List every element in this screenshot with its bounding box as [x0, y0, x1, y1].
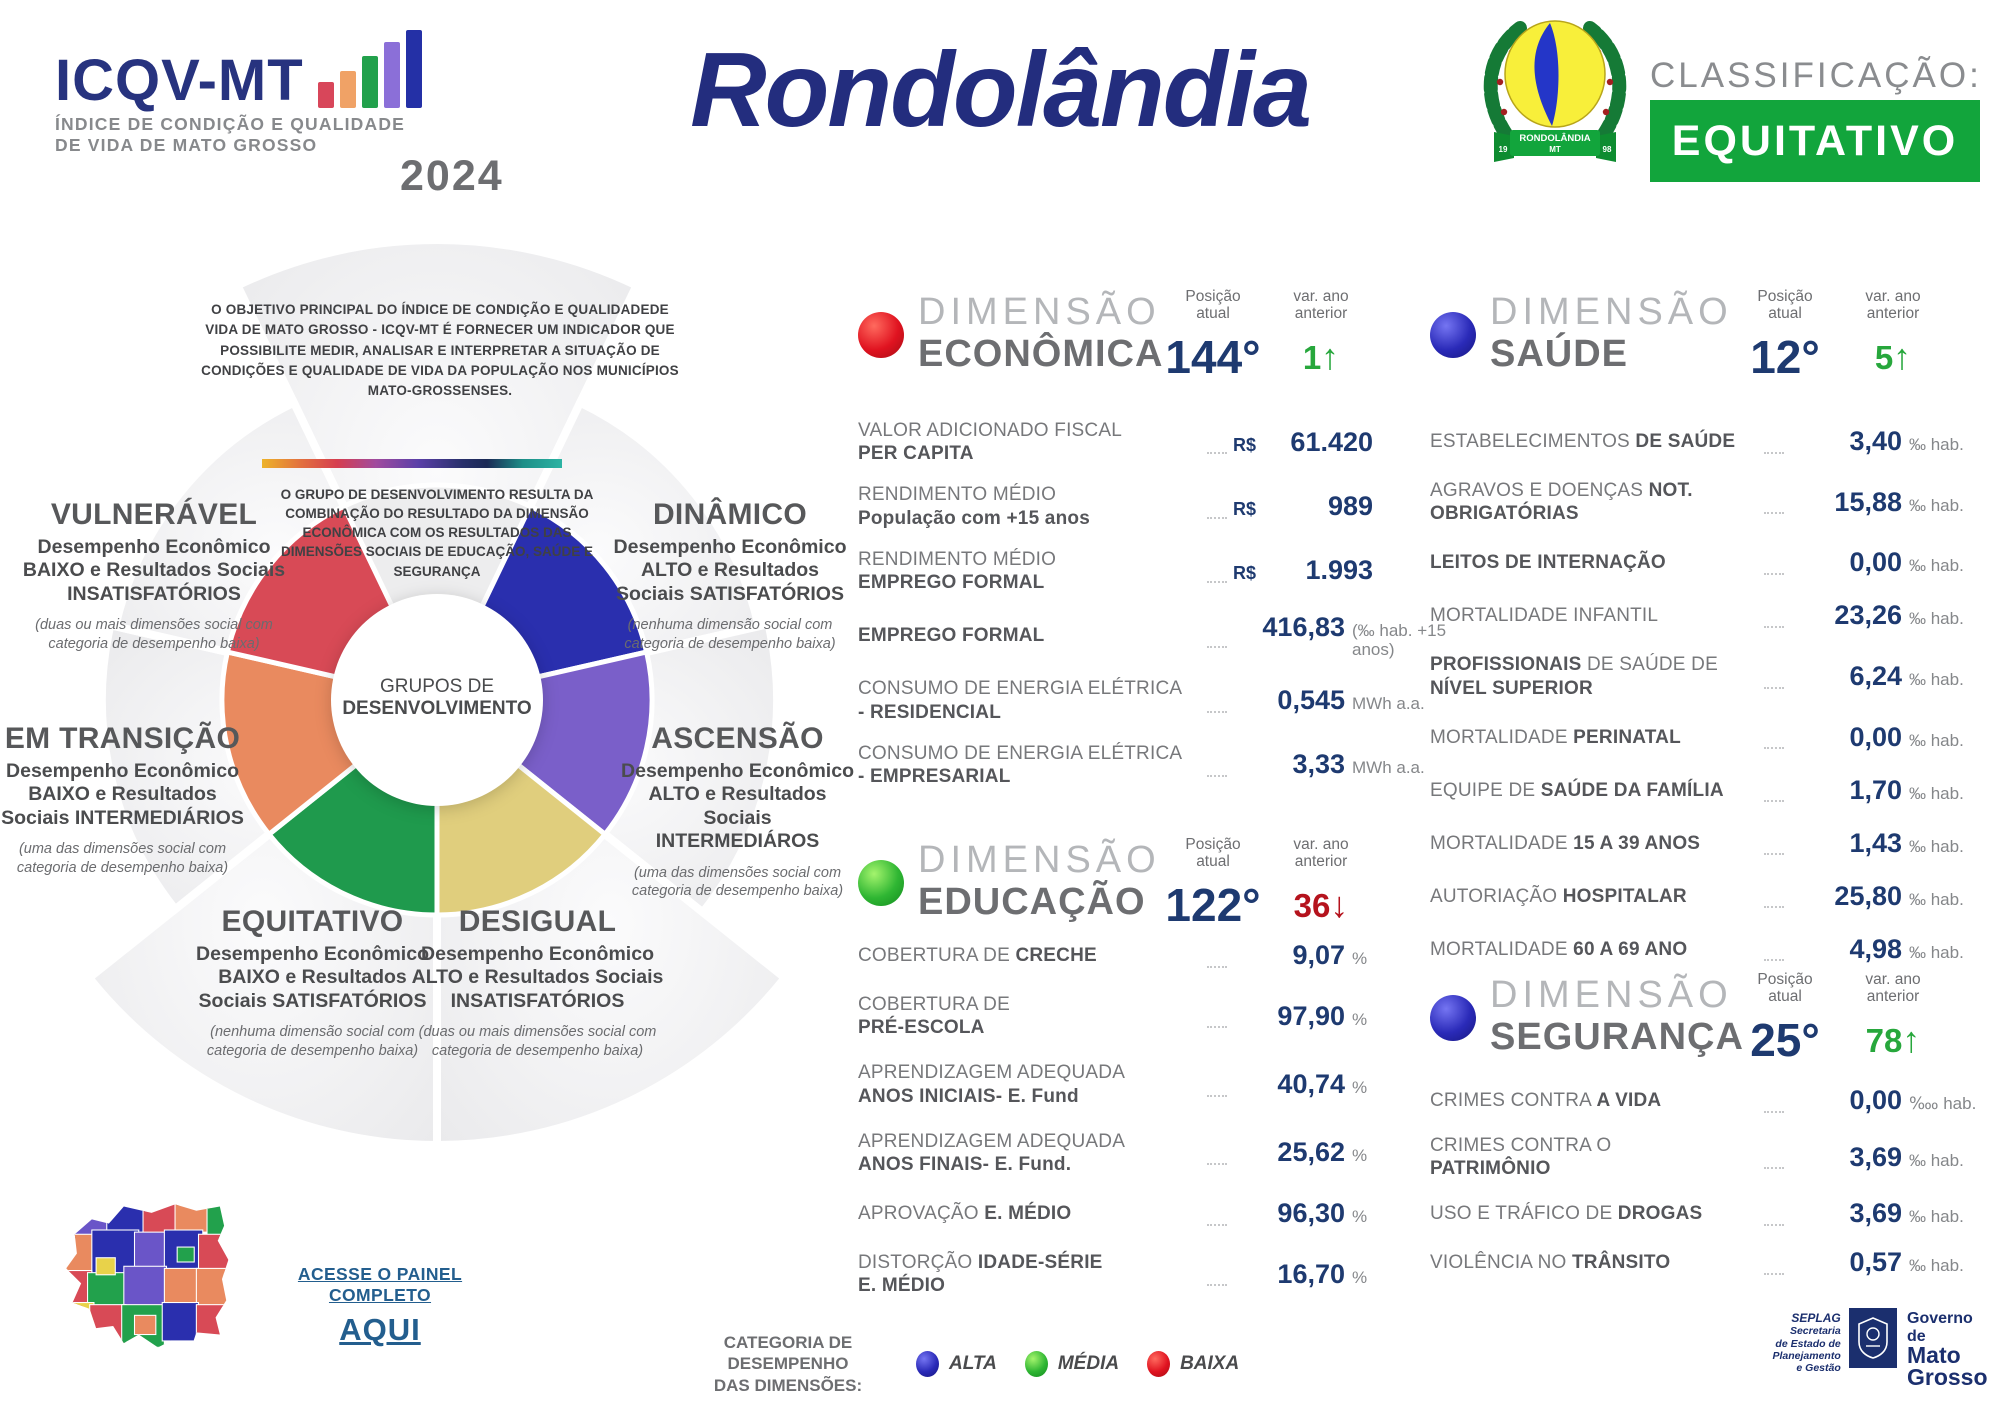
indicator-row: APRENDIZAGEM ADEQUADA ANOS INICIAIS- E. Fund 40,74 % [858, 1062, 1368, 1107]
svg-text:MT: MT [1549, 145, 1561, 154]
dotted-leader [1207, 711, 1227, 713]
full-dashboard-link [250, 1264, 510, 1348]
municipality-title: Rondolândia [690, 31, 1310, 149]
indicator-row: EMPREGO FORMAL 416,83 (‰ hab. +15 anos) [858, 612, 1447, 659]
edition-year: 2024 [400, 152, 504, 200]
dimension-header: DIMENSÃO EDUCAÇÃO Posição atual 122° var. ano anterior 36↓ [858, 840, 1378, 932]
crest-banner-text: RONDOLÂNDIA [1519, 133, 1591, 144]
indicator-row: CRIMES CONTRA A VIDA 0,00 ‱ hab. [1430, 1085, 1977, 1115]
group-ascensao: ASCENSÃO Desempenho Econômico ALTO e Resultados Sociais INTERMEDIÁROS (uma das dimensões social com categoria de desempenho baixa) [621, 722, 854, 900]
dimension-saude-panel [1430, 288, 1980, 965]
indicator-row: EQUIPE DE SAÚDE DA FAMÍLIA 1,70 ‰ hab. [1430, 774, 1964, 805]
dimension-title: ECONÔMICA [918, 332, 1164, 375]
mato-grosso-map [58, 1198, 243, 1358]
indicator-row: COBERTURA DE CRECHE 9,07 % [858, 940, 1368, 970]
dotted-leader [1207, 581, 1227, 583]
dotted-leader [1207, 646, 1227, 648]
government-logo [1752, 1308, 2000, 1391]
indicator-row: AUTORIAÇÃO HOSPITALAR 25,80 ‰ hab. [1430, 880, 1964, 911]
dotted-leader [1207, 517, 1227, 519]
dimension-title: SEGURANÇA [1490, 1015, 1744, 1058]
dotted-leader [1764, 1224, 1784, 1226]
up-arrow-icon: ↑ [1321, 336, 1340, 378]
group-dinamico: DINÂMICO Desempenho Econômico ALTO e Resultados Sociais SATISFATÓRIOS (nenhuma dimensão social com categoria de desempenho baixa) [613, 498, 847, 653]
dotted-leader [1764, 1111, 1784, 1113]
dimension-header: DIMENSÃO SEGURANÇA Posição atual 25° var. ano anterior 78↑ [1430, 975, 1980, 1067]
indicator-row: MORTALIDADE INFANTIL 23,26 ‰ hab. [1430, 600, 1964, 631]
dotted-leader [1764, 452, 1784, 454]
indicator-row: LEITOS DE INTERNAÇÃO 0,00 ‰ hab. [1430, 547, 1964, 578]
indicator-row: RENDIMENTO MÉDIO População com +15 anos R$ 989 [858, 484, 1374, 529]
indicator-row: MORTALIDADE 60 A 69 ANO 4,98 ‰ hab. [1430, 933, 1964, 964]
aqui-link[interactable]: AQUI [339, 1312, 421, 1347]
indicator-row: CRIMES CONTRA O PATRIMÔNIO 3,69 ‰ hab. [1430, 1135, 1964, 1180]
indicator-row: PROFISSIONAIS DE SAÚDE DE NÍVEL SUPERIOR 6,24 ‰ hab. [1430, 654, 1964, 699]
group-explainer-text: O GRUPO DE DESENVOLVIMENTO RESULTA DA COMBINAÇÃO DO RESULTADO DA DIMENSÃO ECONÔMICA COM OS RESULTADOS DAS DIMENSÕES SOCIAIS DE EDUCAÇÃO, SAÚDE E SEGURANÇA [280, 487, 594, 579]
dotted-leader [1764, 800, 1784, 802]
dotted-leader [1207, 966, 1227, 968]
yearly-variation: var. ano anterior 78↑ [1865, 971, 1921, 1061]
media-ball-icon [1025, 1351, 1048, 1377]
dimension-header: DIMENSÃO SAÚDE Posição atual 12° var. ano anterior 5↑ [1430, 292, 1980, 384]
dotted-leader [1764, 1273, 1784, 1275]
municipality-crest [1470, 12, 1640, 170]
indicator-row: AGRAVOS E DOENÇAS NOT. OBRIGATÓRIAS 15,88 ‰ hab. [1430, 480, 1964, 525]
indicator-row: RENDIMENTO MÉDIO EMPREGO FORMAL R$ 1.993 [858, 548, 1374, 593]
indicator-row: APROVAÇÃO E. MÉDIO 96,30 % [858, 1198, 1368, 1229]
up-arrow-icon: ↑ [1893, 336, 1912, 378]
indicator-row: CONSUMO DE ENERGIA ELÉTRICA - RESIDENCIAL 0,545 MWh a.a. [858, 678, 1425, 723]
icqv-logo-subtitle: ÍNDICE DE CONDIÇÃO E QUALIDADE DE VIDA DE MATO GROSSO [55, 114, 406, 155]
dotted-leader [1207, 1284, 1227, 1286]
dotted-leader [1207, 1224, 1227, 1226]
dimension-seguranca-panel [1430, 971, 1980, 1278]
classification-label: CLASSIFICAÇÃO: [1650, 56, 1982, 95]
dotted-leader [1207, 775, 1227, 777]
indicator-row: VIOLÊNCIA NO TRÂNSITO 0,57 ‰ hab. [1430, 1247, 1964, 1278]
dotted-leader [1764, 1167, 1784, 1169]
dotted-leader [1207, 1026, 1227, 1028]
dotted-leader [1764, 959, 1784, 961]
up-arrow-icon: ↑ [1902, 1019, 1921, 1061]
indicator-row: CONSUMO DE ENERGIA ELÉTRICA - EMPRESARIAL 3,33 MWh a.a. [858, 742, 1425, 787]
category-ball-baixa-icon [858, 312, 904, 358]
dotted-leader [1764, 626, 1784, 628]
group-em-transicao: EM TRANSIÇÃO Desempenho Econômico BAIXO e Resultados Sociais INTERMEDIÁRIOS (uma das dimensões social com categoria de desempenho baixa) [1, 722, 244, 877]
category-ball-alta-icon [1430, 312, 1476, 358]
classification-badge: EQUITATIVO [1650, 100, 1980, 182]
dimension-header: DIMENSÃO ECONÔMICA Posição atual 144° var. ano anterior 1↑ [858, 292, 1378, 384]
dotted-leader [1764, 512, 1784, 514]
current-position: Posição atual 25° [1750, 971, 1820, 1067]
dimension-educacao-panel [858, 836, 1378, 1297]
down-arrow-icon: ↓ [1330, 884, 1349, 926]
dotted-leader [1764, 906, 1784, 908]
baixa-ball-icon [1147, 1351, 1170, 1377]
legend-title: CATEGORIA DE DESEMPENHO DAS DIMENSÕES: [713, 1333, 863, 1395]
indicator-row: APRENDIZAGEM ADEQUADA ANOS FINAIS- E. Fund. 25,62 % [858, 1130, 1368, 1175]
indicator-row: MORTALIDADE PERINATAL 0,00 ‰ hab. [1430, 721, 1964, 752]
yearly-variation: var. ano anterior 5↑ [1865, 288, 1921, 378]
indicator-row: COBERTURA DE PRÉ-ESCOLA 97,90 % [858, 994, 1368, 1039]
dimension-economica-panel [858, 288, 1447, 788]
legend-item-baixa: BAIXA [1147, 1351, 1239, 1377]
group-vulneravel: VULNERÁVEL Desempenho Econômico BAIXO e Resultados Sociais INSATISFATÓRIOS (duas ou mais dimensões social com categoria de desempenho baixa) [22, 498, 286, 653]
group-desigual: DESIGUAL Desempenho Econômico ALTO e Resultados Sociais INSATISFATÓRIOS (duas ou mais dimensões social com categoria de desempenho baixa) [411, 905, 664, 1060]
dotted-leader [1764, 687, 1784, 689]
category-ball-alta-icon [1430, 995, 1476, 1041]
state-crest-icon [1849, 1308, 1897, 1368]
dotted-leader [1764, 747, 1784, 749]
current-position: Posição atual 12° [1750, 288, 1820, 384]
dimension-title: SAÚDE [1490, 332, 1629, 375]
dotted-leader [1207, 1163, 1227, 1165]
icqv-logo-title: ICQV-MT [55, 47, 304, 113]
svg-text:19: 19 [1498, 145, 1508, 154]
access-panel-link[interactable]: ACESSE O PAINEL COMPLETO [297, 1264, 463, 1305]
yearly-variation: var. ano anterior 1↑ [1293, 288, 1349, 378]
indicator-row: VALOR ADICIONADO FISCAL PER CAPITA R$ 61.420 [858, 420, 1374, 465]
seplag-label: SEPLAG Secretaria de Estado de Planejamento e Gestão [1772, 1311, 1841, 1375]
dotted-leader [1764, 853, 1784, 855]
category-ball-media-icon [858, 860, 904, 906]
group-equitativo: EQUITATIVO Desempenho Econômico BAIXO e Resultados Sociais SATISFATÓRIOS (nenhuma dimensão social com categoria de desempenho baixa) [196, 905, 429, 1060]
gradient-divider [262, 459, 562, 468]
svg-text:98: 98 [1602, 145, 1612, 154]
legend-item-alta: ALTA [916, 1351, 997, 1377]
performance-legend [688, 1332, 1239, 1396]
wheel-center-label: GRUPOS DE DESENVOLVIMENTO [342, 676, 532, 719]
indicator-row: ESTABELECIMENTOS DE SAÚDE 3,40 ‰ hab. [1430, 426, 1964, 456]
governo-mato-grosso-label: Governo de Mato Grosso [1897, 1308, 2000, 1368]
indicator-row: USO E TRÁFICO DE DROGAS 3,69 ‰ hab. [1430, 1198, 1964, 1229]
objective-text: O OBJETIVO PRINCIPAL DO ÍNDICE DE CONDIÇÃO E QUALIDADEDE VIDA DE MATO GROSSO - ICQV-MT É FORNECER UM INDICADOR QUE POSSIBILITE MEDIR, ANALISAR E INTERPRETAR A SITUAÇÃO DE CONDIÇÕES E QUALIDADE DE VIDA DA POPULAÇÃO NOS MUNICÍPIOS MATO-GROSSENSES. [201, 302, 679, 398]
dotted-leader [1207, 452, 1227, 454]
current-position: Posição atual 144° [1165, 288, 1261, 384]
alta-ball-icon [916, 1351, 939, 1377]
indicator-row: MORTALIDADE 15 A 39 ANOS 1,43 ‰ hab. [1430, 827, 1964, 858]
yearly-variation: var. ano anterior 36↓ [1293, 836, 1349, 926]
current-position: Posição atual 122° [1165, 836, 1261, 932]
indicator-row: DISTORÇÃO IDADE-SÉRIE E. MÉDIO 16,70 % [858, 1252, 1368, 1297]
dotted-leader [1764, 573, 1784, 575]
dotted-leader [1207, 1095, 1227, 1097]
dimension-title: EDUCAÇÃO [918, 880, 1146, 923]
legend-item-media: MÉDIA [1025, 1351, 1119, 1377]
